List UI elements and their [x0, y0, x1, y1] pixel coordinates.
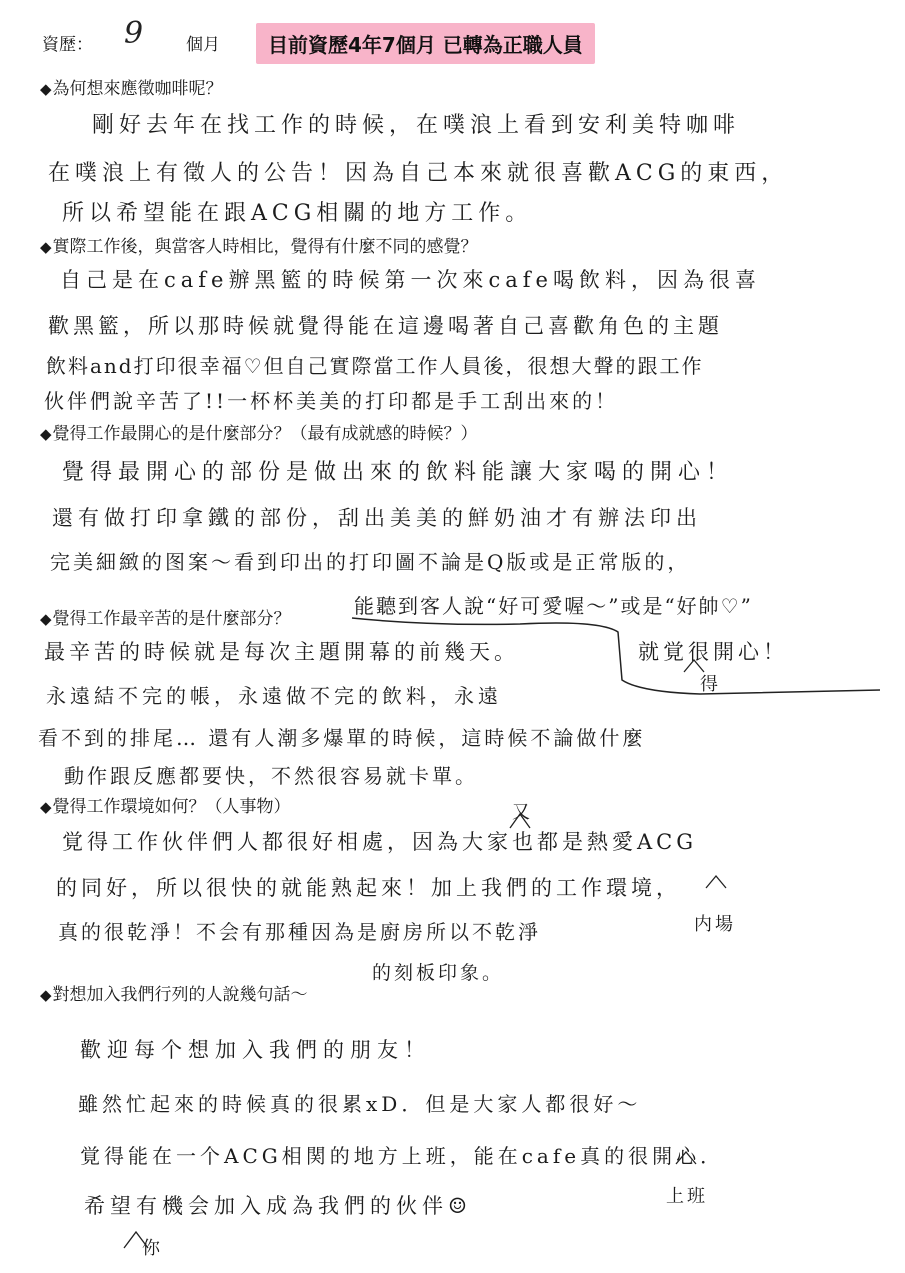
answer-3-line-1: 覺得最開心的部份是做出來的飲料能讓大家喝的開心！: [62, 460, 735, 485]
answer-4-line-2: 永遠結不完的帳，永遠做不完的飲料，永遠: [46, 684, 502, 708]
answer-3-insert-correction: 得: [700, 674, 721, 695]
question-3-text: 覺得工作最開心的是什麼部分？（最有成就感的時候？）: [52, 424, 478, 444]
answer-5-line-2: 的同好，所以很快的就能熟起來！加上我們的工作環境，: [56, 876, 681, 900]
question-5-text: 覺得工作環境如何？（人事物）: [52, 797, 291, 817]
answer-3-insert-tail: 就覚很開心！: [638, 640, 788, 664]
answer-6-insert-ni: 你: [142, 1238, 163, 1259]
status-badge: 目前資歷4年7個月 已轉為正職人員: [256, 23, 595, 64]
answer-2-line-3: 飲料and打印很幸福♡但自己實際當工作人員後，很想大聲的跟工作: [46, 354, 704, 378]
answer-4-line-4: 動作跟反應都要快，不然很容易就卡單。: [64, 764, 478, 788]
question-1-text: 為何想來應徵咖啡呢？: [52, 79, 223, 99]
diamond-bullet-icon: ◆: [40, 80, 52, 98]
question-2-text: 實際工作後，與當客人時相比，覺得有什麼不同的感覺？: [52, 237, 478, 257]
answer-4-line-1: 最辛苦的時候就是每次主題開幕的前幾天。: [44, 640, 519, 664]
question-4: [40, 604, 291, 629]
answer-1-line-2: 在噗浪上有徵人的公告！因為自己本來就很喜歡ACG的東西，: [48, 161, 789, 186]
question-5: [40, 792, 291, 817]
answer-3-insert-line: 能聽到客人說“好可愛喔～”或是“好帥♡”: [354, 594, 753, 618]
answer-6-line-3: 覚得能在一个ACG相関的地方上班，能在cafe真的很開心．: [80, 1144, 725, 1168]
seniority-label: 資歷：: [42, 35, 93, 55]
question-4-text: 覺得工作最辛苦的是什麼部分？: [52, 609, 291, 629]
answer-4-line-3: 看不到的排尾… 還有人潮多爆單的時候，這時候不論做什麼: [38, 726, 646, 750]
diamond-bullet-icon: ◆: [40, 798, 52, 816]
diamond-bullet-icon: ◆: [40, 610, 52, 628]
months-label: 個月: [186, 35, 220, 55]
answer-5-line-4: 的刻板印象。: [372, 962, 505, 984]
answer-3-line-3: 完美細緻的图案～看到印出的打印圖不論是Q版或是正常版的，: [50, 550, 691, 574]
question-6: [40, 980, 308, 1005]
answer-5-line-1: 覚得工作伙伴們人都很好相處，因為大家也都是熱愛ACG: [62, 830, 698, 854]
diamond-bullet-icon: ◆: [40, 986, 52, 1004]
seniority-value: 9: [124, 16, 144, 51]
answer-1-line-1: 剛好去年在找工作的時候，在噗浪上看到安利美特咖啡: [92, 113, 741, 138]
caret-stroke-3: [706, 876, 726, 888]
diamond-bullet-icon: ◆: [40, 425, 52, 443]
answer-6-line-2: 雖然忙起來的時候真的很累xD．但是大家人都很好～: [78, 1092, 642, 1116]
answer-6-line-4: 希望有機会加入成為我們的伙伴☺: [84, 1194, 472, 1218]
question-6-text: 對想加入我們行列的人說幾句話～: [52, 985, 308, 1005]
question-2: [40, 232, 478, 257]
answer-2-line-4: 伙伴們說辛苦了!!一杯杯美美的打印都是手工刮出來的！: [44, 389, 619, 413]
answer-2-line-1: 自己是在cafe辦黑籃的時候第一次來cafe喝飲料，因為很喜: [60, 268, 761, 292]
question-1: [40, 74, 223, 99]
answer-5-insert-you: 又: [512, 802, 533, 823]
answer-3-line-2: 還有做打印拿鐵的部份，刮出美美的鮮奶油才有辦法印出: [52, 506, 702, 530]
answer-6-line-1: 歡迎每个想加入我們的朋友！: [80, 1038, 431, 1062]
answer-1-line-3: 所以希望能在跟ACG相關的地方工作。: [62, 201, 533, 226]
answer-5-insert-neichang: 内場: [694, 914, 736, 935]
answer-2-line-2: 歡黑籃，所以那時候就覺得能在這邊喝著自己喜歡角色的主題: [48, 314, 723, 338]
answer-5-line-3: 真的很乾淨！不会有那種因為是廚房所以不乾淨: [58, 920, 541, 944]
answer-6-insert-shangban: 上班: [666, 1186, 708, 1207]
diamond-bullet-icon: ◆: [40, 238, 52, 256]
question-3: [40, 419, 478, 444]
